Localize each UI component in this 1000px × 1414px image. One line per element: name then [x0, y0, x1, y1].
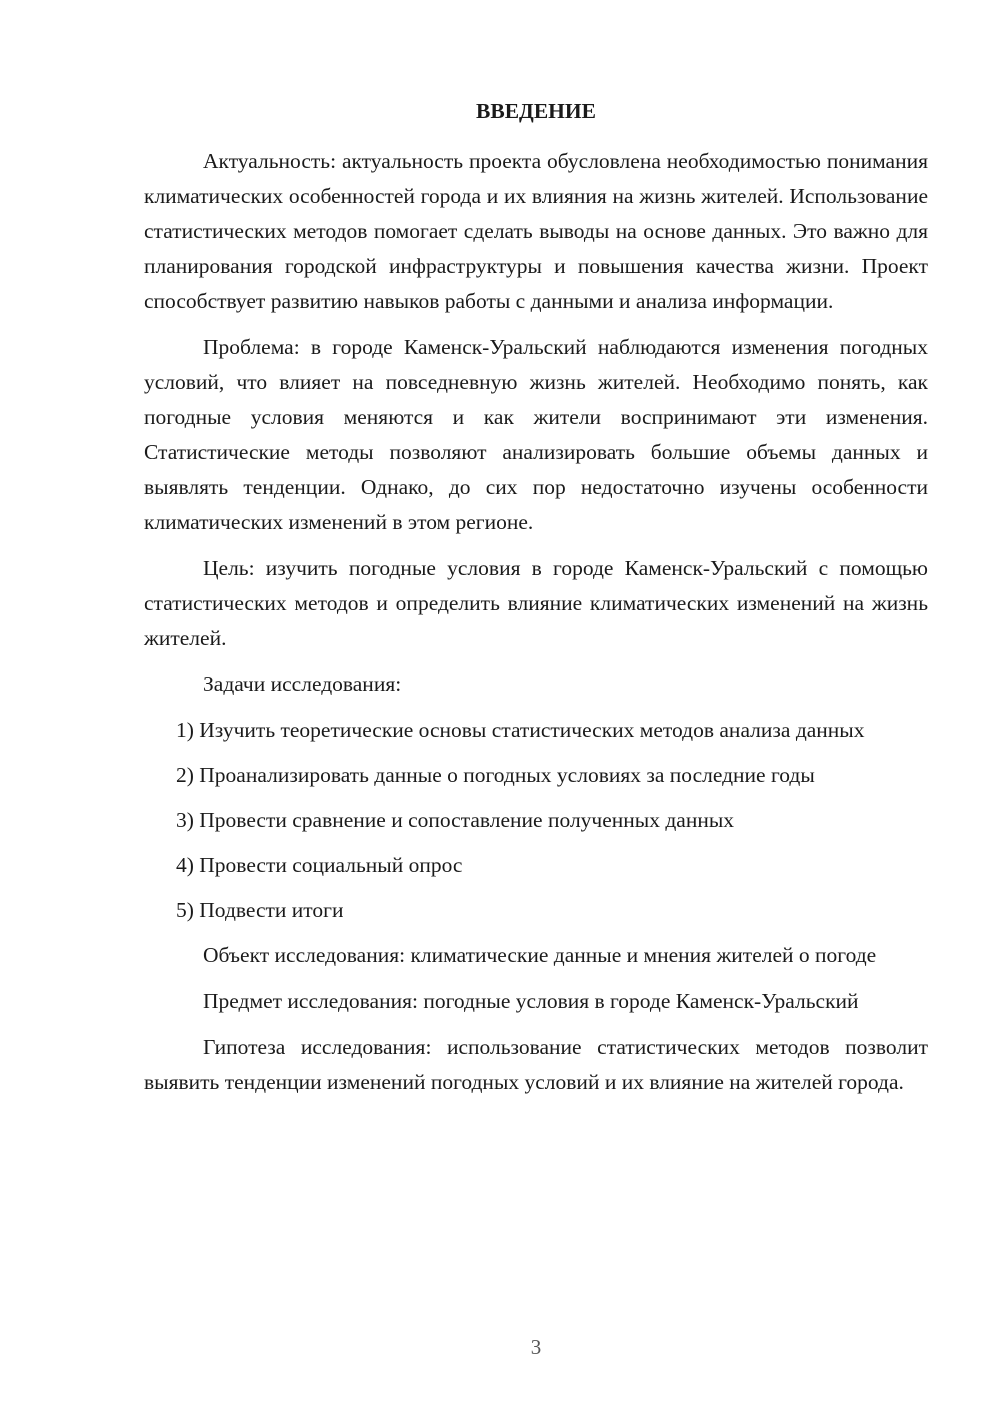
tasks-heading: Задачи исследования: — [203, 672, 402, 696]
list-item: 1) Изучить теоретические основы статистических методов анализа данных — [176, 718, 865, 742]
tasks-list — [144, 713, 928, 928]
paragraph-relevance: Актуальность: актуальность проекта обусловлена необходимостью понимания климатических особенностей города и их влияния на жизнь жителей. Использование статистических методов помогает сделать выводы на основе данных. Это важно для планирования городской инфраструктуры и повышения качества жизни. Проект способствует развитию навыков работы с данными и анализа информации. — [144, 149, 928, 313]
list-item: 2) Проанализировать данные о погодных условиях за последние годы — [176, 763, 815, 787]
list-item: 4) Провести социальный опрос — [176, 853, 463, 877]
paragraph-object: Объект исследования: климатические данные и мнения жителей о погоде — [203, 943, 877, 967]
paragraph-hypothesis: Гипотеза исследования: использование статистических методов позволит выявить тенденции изменений погодных условий и их влияние на жителей города. — [144, 1035, 928, 1094]
paragraph-problem: Проблема: в городе Каменск-Уральский наблюдаются изменения погодных условий, что влияет на повседневную жизнь жителей. Необходимо понять, как погодные условия меняются и как жители воспринимают эти изменения. Статистические методы позволяют анализировать большие объемы данных и выявлять тенденции. Однако, до сих пор недостаточно изучены особенности климатических изменений в этом регионе. — [144, 335, 928, 534]
list-item: 3) Провести сравнение и сопоставление полученных данных — [176, 808, 735, 832]
paragraph-subject: Предмет исследования: погодные условия в городе Каменск-Уральский — [203, 989, 859, 1013]
list-item: 5) Подвести итоги — [176, 898, 344, 922]
paragraph-goal: Цель: изучить погодные условия в городе Каменск-Уральский с помощью статистических методов и определить влияние климатических изменений на жизнь жителей. — [144, 556, 928, 650]
page-content — [144, 94, 928, 1111]
page-number: 3 — [530, 1335, 542, 1359]
section-title: ВВЕДЕНИЕ — [476, 99, 596, 123]
